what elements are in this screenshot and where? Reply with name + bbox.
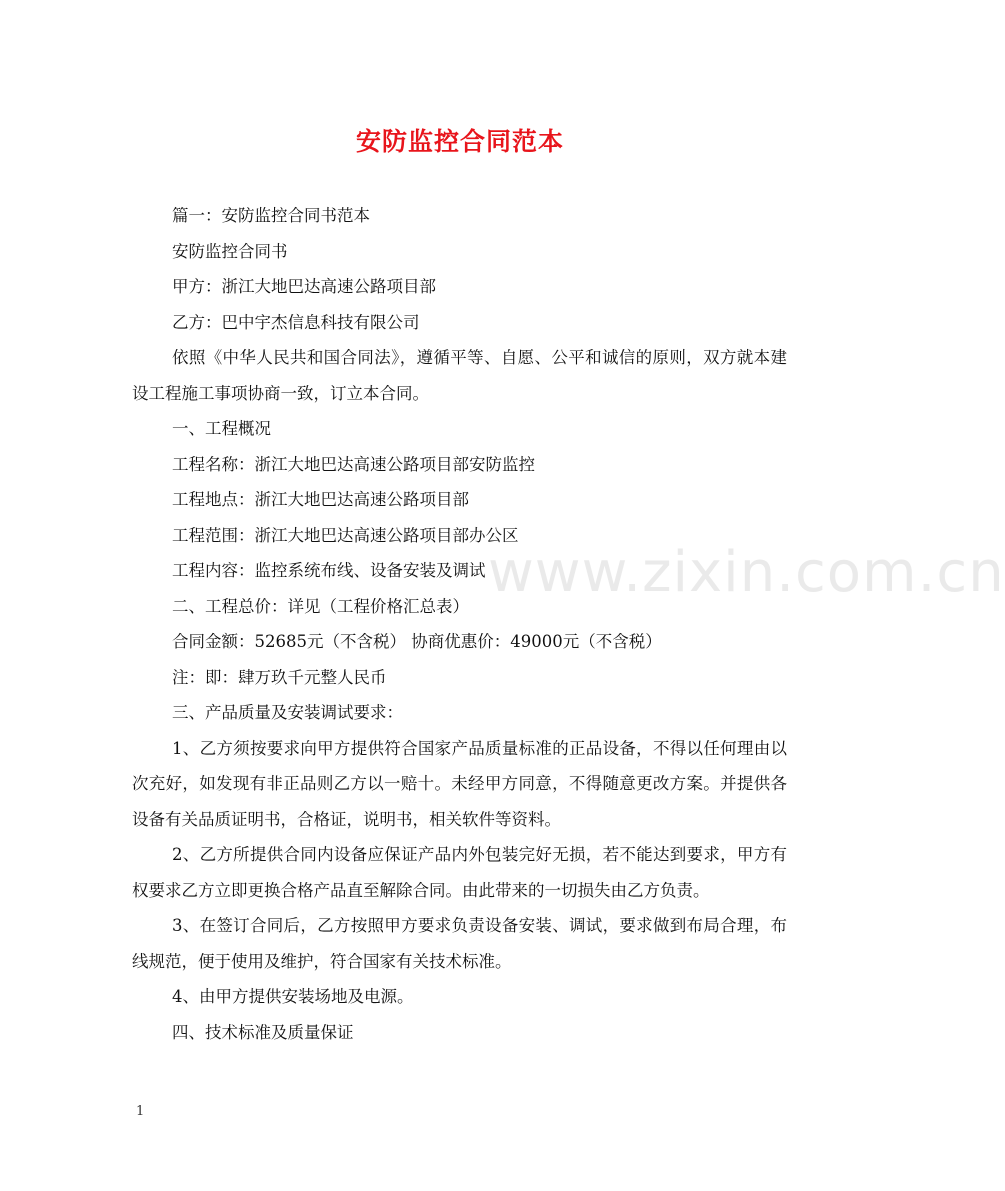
- paragraph: 合同金额：52685元（不含税） 协商优惠价：49000元（不含税）: [172, 632, 662, 651]
- paragraph: 四、技术标准及质量保证: [172, 1022, 354, 1042]
- paragraph: 依照《中华人民共和国合同法》，遵循平等、自愿、公平和诚信的原则，双方就本建设工程施工事项协商一致，订立本合同。: [132, 348, 787, 403]
- paragraph: 工程地点：浙江大地巴达高速公路项目部: [172, 490, 469, 509]
- paragraph: 篇一：安防监控合同书范本: [172, 206, 370, 225]
- watermark: www.zixin.com.cn: [488, 540, 1005, 605]
- paragraph: 安防监控合同书: [172, 241, 288, 261]
- paragraph: 1、乙方须按要求向甲方提供符合国家产品质量标准的正品设备，不得以任何理由以次充好，如发现有非正品则乙方以一赔十。未经甲方同意，不得随意更改方案。并提供各设备有关品质证明书，合格证，说明书，相关软件等资料。: [132, 738, 787, 829]
- paragraph: 工程名称：浙江大地巴达高速公路项目部安防监控: [172, 454, 535, 474]
- paragraph: 2、乙方所提供合同内设备应保证产品内外包装完好无损，若不能达到要求，甲方有权要求乙方立即更换合格产品直至解除合同。由此带来的一切损失由乙方负责。: [132, 845, 787, 900]
- paragraph: 三、产品质量及安装调试要求：: [172, 703, 403, 722]
- paragraph: 3、在签订合同后，乙方按照甲方要求负责设备安装、调试，要求做到布局合理，布线规范，便于使用及维护，符合国家有关技术标准。: [132, 916, 787, 971]
- paragraph: 乙方：巴中宇杰信息科技有限公司: [172, 312, 420, 332]
- paragraph: 注：即：肆万玖千元整人民币: [172, 667, 387, 687]
- paragraph: 工程范围：浙江大地巴达高速公路项目部办公区: [172, 525, 519, 545]
- paragraph: 工程内容：监控系统布线、设备安装及调试: [172, 561, 486, 580]
- document-title: 安防监控合同范本: [355, 127, 564, 156]
- paragraph: 甲方：浙江大地巴达高速公路项目部: [172, 277, 436, 296]
- paragraph: 二、工程总价：详见（工程价格汇总表）: [172, 596, 469, 616]
- document-body: [132, 198, 787, 1050]
- paragraph: 4、由甲方提供安装场地及电源。: [172, 987, 414, 1006]
- page-number: 1: [136, 1104, 145, 1119]
- paragraph: 一、工程概况: [172, 419, 271, 438]
